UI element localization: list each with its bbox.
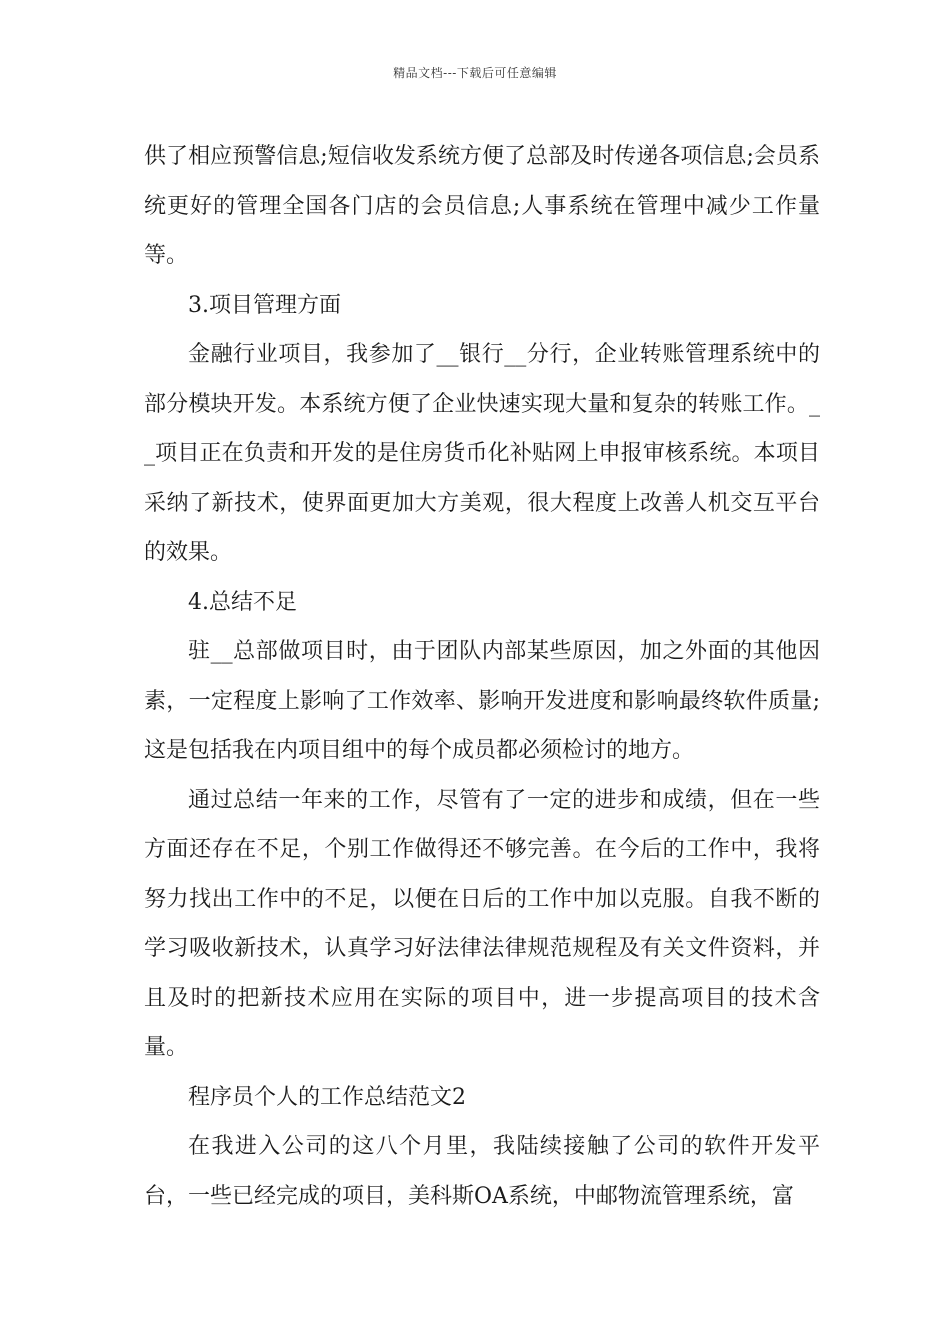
paragraph-finance-project: 金融行业项目，我参加了__银行__分行，企业转账管理系统中的部分模块开发。本系统方便了企业快速实现大量和复杂的转账工作。__项目正在负责和开发的是住房货币化补贴网上申报审核系统。本项目采纳了新技术，使界面更加大方美观，很大程度上改善人机交互平台的效果。 <box>144 342 820 565</box>
section-heading-sample-2: 程序员个人的工作总结范文2 <box>188 1084 466 1110</box>
paragraph-continuation: 供了相应预警信息;短信收发系统方便了总部及时传递各项信息;会员系统更好的管理全国各门店的会员信息;人事系统在管理中减少工作量等。 <box>144 144 820 268</box>
document-body <box>144 132 820 1221</box>
paragraph-summary: 通过总结一年来的工作，尽管有了一定的进步和成绩，但在一些方面还存在不足，个别工作做得还不够完善。在今后的工作中，我将努力找出工作中的不足，以便在日后的工作中加以克服。自我不断的学习吸收新技术，认真学习好法律法律规范规程及有关文件资料，并且及时的把新技术应用在实际的项目中，进一步提高项目的技术含量。 <box>144 787 820 1060</box>
section-heading-shortcomings: 4.总结不足 <box>188 589 297 615</box>
paragraph-sample-2-intro: 在我进入公司的这八个月里，我陆续接触了公司的软件开发平台，一些已经完成的项目，美科斯OA系统，中邮物流管理系统，富 <box>144 1134 820 1209</box>
section-heading-project-management: 3.项目管理方面 <box>188 292 341 318</box>
page-header: 精品文档---下载后可任意编辑 <box>393 66 557 80</box>
paragraph-shortcomings: 驻__总部做项目时，由于团队内部某些原因，加之外面的其他因素，一定程度上影响了工作效率、影响开发进度和影响最终软件质量;这是包括我在内项目组中的每个成员都必须检讨的地方。 <box>144 639 820 763</box>
